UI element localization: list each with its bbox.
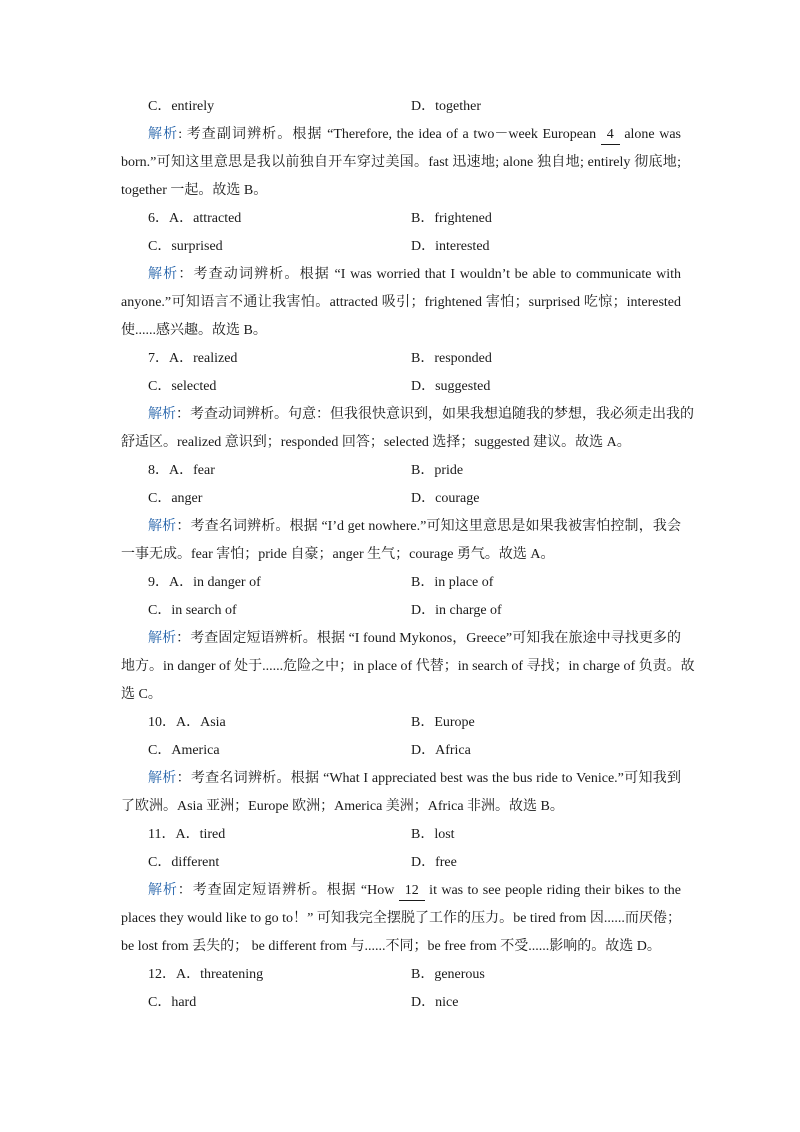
analysis-line: 一事无成。fear 害怕；pride 自豪；anger 生气；courage 勇气。故选 A。	[121, 547, 555, 562]
analysis-text: alone was	[619, 127, 682, 142]
option-a: 9．A．in danger of	[148, 575, 261, 590]
analysis-text: ：考查固定短语辨析。根据 “How	[177, 883, 399, 898]
analysis-label: 解析	[148, 127, 179, 142]
analysis-label: 解析	[148, 631, 177, 646]
analysis-label: 解析	[148, 407, 176, 422]
option-a: 10．A．Asia	[148, 715, 226, 730]
option-b: B．Europe	[411, 715, 475, 730]
option-row	[148, 597, 688, 625]
option-d: D．in charge of	[411, 603, 502, 618]
option-a: 12．A．threatening	[148, 967, 264, 982]
analysis-text: ：考查动词辨析。根据 “I was worried that I wouldn’t be able to communicate with	[178, 267, 682, 282]
option-c: C．hard	[148, 995, 197, 1010]
option-row	[148, 93, 688, 121]
analysis-line: 了欧洲。Asia 亚洲；Europe 欧洲；America 美洲；Africa 非洲。故选 B。	[121, 799, 564, 814]
analysis-line: 舒适区。realized 意识到；responded 回答；selected 选择；suggested 建议。故选 A。	[121, 435, 631, 450]
option-row	[148, 457, 688, 485]
option-d: D．nice	[411, 995, 459, 1010]
option-row	[148, 373, 688, 401]
analysis-label: 解析	[148, 519, 177, 534]
option-b: B．generous	[411, 967, 485, 982]
analysis-line: anyone.”可知语言不通让我害怕。attracted 吸引；frightened 害怕；surprised 吃惊；interested	[121, 295, 681, 310]
option-d: D．free	[411, 855, 457, 870]
option-b: B．pride	[411, 463, 464, 478]
blank-number: 4	[601, 126, 620, 145]
analysis-label: 解析	[148, 883, 178, 898]
option-d: D．together	[411, 99, 481, 114]
option-row	[148, 821, 688, 849]
analysis-line: 地方。in danger of 处于......危险之中；in place of 代替；in search of 寻找；in charge of 负责。故	[121, 659, 695, 674]
option-row	[148, 569, 688, 597]
option-c: C．surprised	[148, 239, 223, 254]
option-row	[148, 989, 688, 1017]
option-c: C．selected	[148, 379, 217, 394]
analysis-text: it was to see people riding their bikes to the	[424, 883, 682, 898]
option-c: C．anger	[148, 491, 203, 506]
analysis-line	[148, 625, 681, 653]
analysis-line: together 一起。故选 B。	[121, 183, 268, 198]
analysis-text: ：考查动词辨析。句意：但我很快意识到，如果我想追随我的梦想，我必须走出我的	[176, 407, 694, 422]
option-row	[148, 485, 688, 513]
option-a: 11．A．tired	[148, 827, 226, 842]
analysis-line	[148, 121, 681, 149]
analysis-line	[148, 513, 681, 541]
option-c: C．in search of	[148, 603, 237, 618]
analysis-text: ：考查名词辨析。根据 “What I appreciated best was the bus ride to Venice.”可知我到	[176, 771, 681, 786]
option-d: D．interested	[411, 239, 490, 254]
option-row	[148, 345, 688, 373]
analysis-line	[148, 765, 681, 793]
blank-number: 12	[399, 882, 425, 901]
analysis-text: ：考查固定短语辨析。根据 “I found Mykonos，Greece”可知我在旅途中寻找更多的	[176, 631, 682, 646]
option-b: B．lost	[411, 827, 455, 842]
option-row	[148, 737, 688, 765]
analysis-label: 解析	[148, 771, 177, 786]
analysis-label: 解析	[148, 267, 179, 282]
option-b: B．frightened	[411, 211, 492, 226]
option-d: D．Africa	[411, 743, 471, 758]
analysis-text: : 考查副词辨析。根据 “Therefore, the idea of a two－week European	[178, 127, 601, 142]
analysis-text: ：考查名词辨析。根据 “I’d get nowhere.”可知这里意思是如果我被害怕控制，我会	[176, 519, 682, 534]
option-b: B．responded	[411, 351, 492, 366]
option-row	[148, 849, 688, 877]
option-row	[148, 205, 688, 233]
option-a: 7．A．realized	[148, 351, 238, 366]
analysis-line: places they would like to go to！” 可知我完全摆脱了工作的压力。be tired from 因......而厌倦；	[121, 911, 681, 926]
analysis-line: 使......感兴趣。故选 B。	[121, 323, 267, 338]
option-d: D．courage	[411, 491, 480, 506]
option-a: 6．A．attracted	[148, 211, 242, 226]
option-a: 8．A．fear	[148, 463, 215, 478]
option-row	[148, 233, 688, 261]
analysis-line: be lost from 丢失的； be different from 与......不同；be free from 不受......影响的。故选 D。	[121, 939, 661, 954]
option-d: D．suggested	[411, 379, 491, 394]
option-c: C．different	[148, 855, 220, 870]
option-c: C．America	[148, 743, 220, 758]
analysis-line	[148, 261, 681, 289]
option-row	[148, 961, 688, 989]
option-b: B．in place of	[411, 575, 494, 590]
analysis-line	[148, 877, 681, 905]
option-row	[148, 709, 688, 737]
analysis-line: born.”可知这里意思是我以前独自开车穿过美国。fast 迅速地; alone 独自地; entirely 彻底地;	[121, 155, 681, 170]
option-c: C．entirely	[148, 99, 215, 114]
analysis-line: 选 C。	[121, 687, 162, 702]
analysis-line	[148, 401, 694, 429]
